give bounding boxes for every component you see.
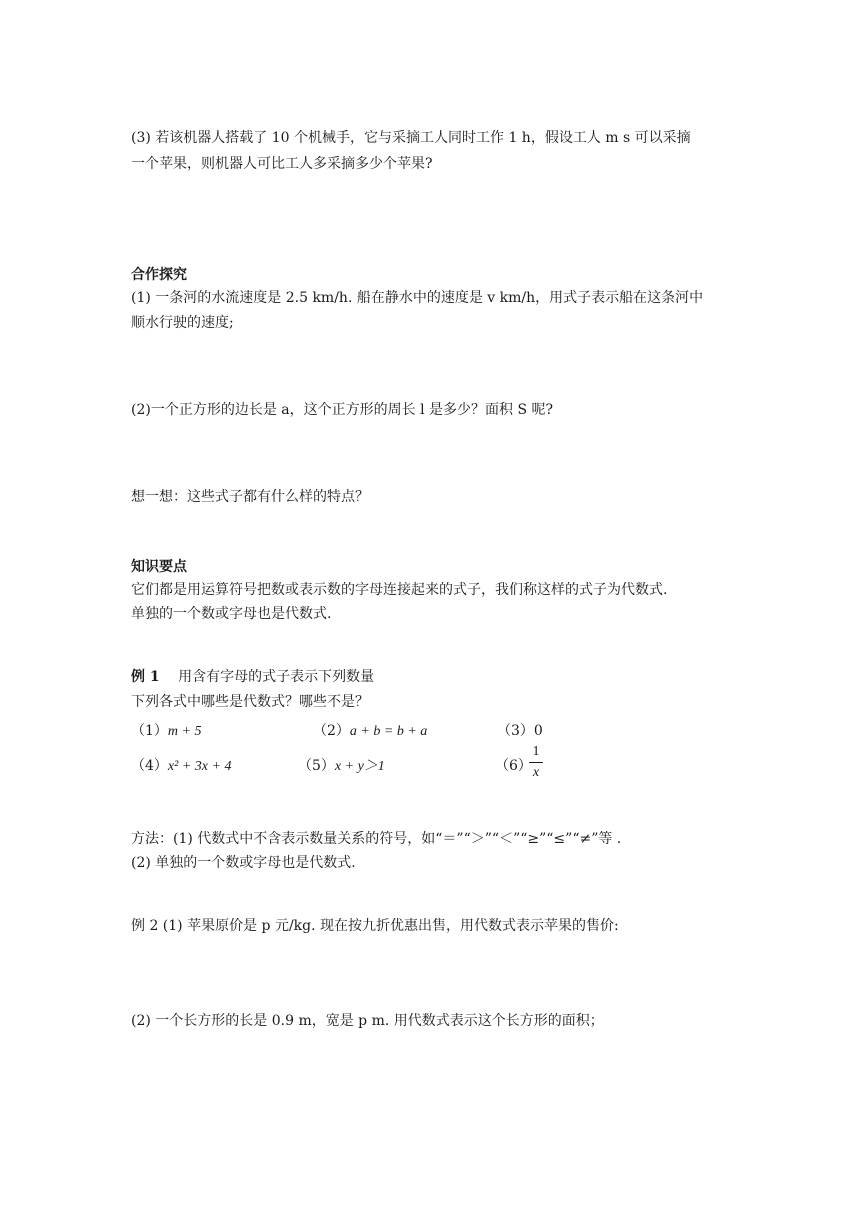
example-2-question-2: (2) 一个长方形的长是 0.9 m，宽是 p m. 用代数式表示这个长方形的面积； [131, 1013, 604, 1029]
expression-item-2: （2）a + b = b + a [313, 723, 428, 739]
expression-item-6-label: （6） [495, 758, 532, 774]
fraction-denominator: x [532, 765, 540, 780]
expression-item-4: （4）x² + 3x + 4 [131, 758, 232, 774]
cooperative-q1-line-1: (1) 一条河的水流速度是 2.5 km/h. 船在静水中的速度是 v km/h，用式子表示船在这条河中 [131, 290, 704, 306]
expression-5: x + y＞1 [334, 759, 385, 774]
example-1-question: 下列各式中哪些是代数式？哪些不是？ [131, 694, 369, 710]
expression-6-fraction [529, 743, 543, 782]
cooperative-heading: 合作探究 [131, 267, 187, 283]
think-prompt: 想一想：这些式子都有什么样的特点？ [131, 489, 369, 505]
method-line-2: (2) 单独的一个数或字母也是代数式. [131, 855, 356, 871]
expression-3: 0 [533, 723, 543, 739]
fraction-bar [529, 762, 543, 763]
expression-item-3: （3）0 [497, 723, 543, 739]
method-line-1: 方法：(1) 代数式中不含表示数量关系的符号，如“＝”“＞”“＜”“≥”“≤”“≠”等 . [131, 831, 622, 847]
knowledge-heading: 知识要点 [131, 559, 187, 575]
example-1-label: 例 1 [131, 669, 160, 685]
example-2-question-1: 例 2 (1) 苹果原价是 p 元/kg. 现在按九折优惠出售，用代数式表示苹果的售价: [131, 918, 619, 934]
cooperative-q2: (2)一个正方形的边长是 a，这个正方形的周长 l 是多少？面积 S 呢? [131, 402, 554, 418]
expression-item-5: （5）x + y＞1 [298, 758, 385, 774]
expression-item-1: （1）m + 5 [131, 723, 202, 739]
expression-4: x² + 3x + 4 [167, 759, 232, 774]
example-1-heading [131, 667, 374, 687]
fraction-numerator: 1 [532, 744, 540, 759]
expression-2: a + b = b + a [349, 724, 428, 739]
knowledge-line-1: 它们都是用运算符号把数或表示数的字母连接起来的式子，我们称这样的式子为代数式. [131, 582, 668, 598]
cooperative-q1-line-2: 顺水行驶的速度; [131, 315, 234, 331]
question-3-line-2: 一个苹果，则机器人可比工人多采摘多少个苹果? [131, 156, 433, 172]
expression-1: m + 5 [167, 724, 202, 739]
knowledge-line-2: 单独的一个数或字母也是代数式. [131, 606, 332, 622]
example-1-title: 用含有字母的式子表示下列数量 [178, 669, 375, 685]
question-3-line-1: (3) 若该机器人搭载了 10 个机械手，它与采摘工人同时工作 1 h，假设工人 m s 可以采摘 [131, 130, 691, 146]
